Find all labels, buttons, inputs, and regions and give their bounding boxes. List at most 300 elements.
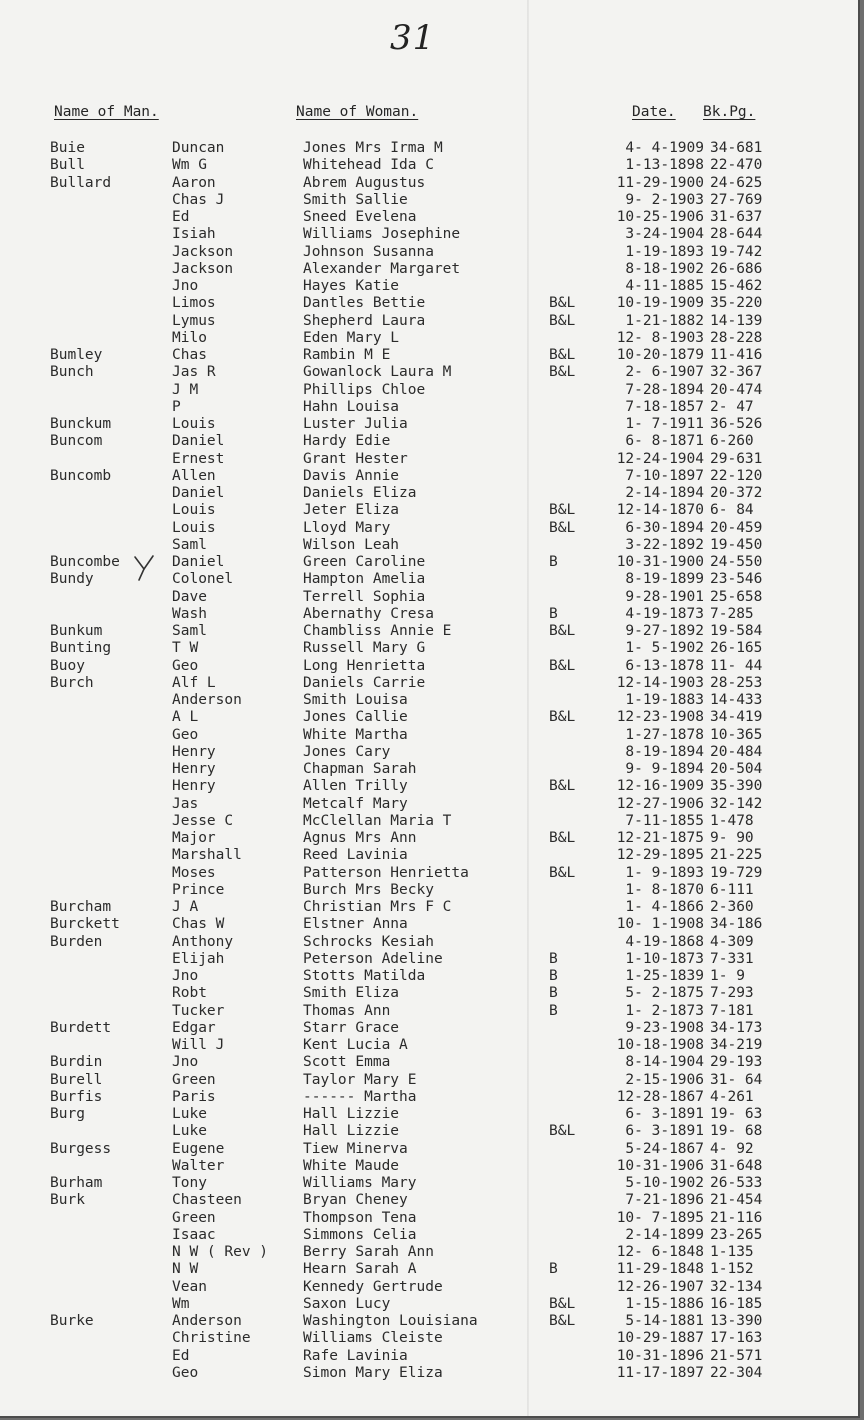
man-given-name: Luke bbox=[172, 1123, 207, 1140]
book-page: 28-228 bbox=[710, 329, 763, 346]
woman-name: Metcalf Mary bbox=[303, 795, 408, 812]
book-page: 34-173 bbox=[710, 1019, 763, 1036]
table-row bbox=[0, 813, 858, 830]
woman-name: White Martha bbox=[303, 726, 408, 743]
table-row bbox=[0, 416, 858, 433]
man-surname: Buncom bbox=[50, 433, 103, 450]
woman-name: Hayes Katie bbox=[303, 278, 400, 294]
woman-name: Chambliss Annie E bbox=[303, 623, 452, 639]
table-row bbox=[0, 313, 858, 330]
table-row bbox=[0, 916, 858, 933]
book-page: 11- 44 bbox=[710, 657, 763, 674]
woman-name: Elstner Anna bbox=[303, 916, 408, 933]
table-row bbox=[0, 226, 858, 243]
man-surname: Bunch bbox=[50, 364, 94, 381]
table-row bbox=[0, 330, 858, 347]
book-page: 4- 92 bbox=[710, 1140, 754, 1157]
table-row bbox=[0, 1296, 858, 1313]
marriage-date: 6- 3-1891 bbox=[625, 1123, 704, 1140]
woman-name: Bryan Cheney bbox=[303, 1192, 408, 1209]
marriage-date: 2-14-1894 bbox=[625, 485, 704, 501]
table-row bbox=[0, 261, 858, 278]
woman-name: Shepherd Laura bbox=[303, 312, 426, 329]
book-page: 6- 84 bbox=[710, 502, 754, 519]
table-row bbox=[0, 1279, 858, 1296]
marriage-records-table bbox=[0, 140, 858, 1382]
book-page: 19- 63 bbox=[710, 1106, 763, 1122]
man-surname: Bull bbox=[50, 157, 85, 174]
table-row bbox=[0, 502, 858, 519]
book-page: 22-470 bbox=[710, 157, 763, 174]
marriage-date: 2- 6-1907 bbox=[625, 364, 704, 381]
woman-name: Hall Lizzie bbox=[303, 1106, 400, 1122]
woman-name: Phillips Chloe bbox=[303, 381, 426, 398]
man-given-name: Jno bbox=[172, 968, 199, 984]
man-given-name: A L bbox=[172, 709, 199, 726]
marriage-date: 10-31-1900 bbox=[616, 554, 704, 570]
marriage-date: 5-14-1881 bbox=[625, 1313, 704, 1329]
man-given-name: Wm G bbox=[172, 157, 207, 174]
book-page: 31-648 bbox=[710, 1157, 763, 1174]
table-row bbox=[0, 451, 858, 468]
woman-name: Kennedy Gertrude bbox=[303, 1278, 443, 1295]
man-surname: Burk bbox=[50, 1192, 85, 1209]
man-surname: Burckett bbox=[50, 916, 120, 933]
record-code: B&L bbox=[549, 502, 576, 519]
man-given-name: T W bbox=[172, 640, 199, 657]
table-row bbox=[0, 571, 858, 588]
marriage-date: 10-18-1908 bbox=[616, 1037, 704, 1053]
table-row bbox=[0, 1106, 858, 1123]
woman-name: Smith Sallie bbox=[303, 191, 408, 208]
man-given-name: P bbox=[172, 398, 181, 415]
book-page: 7-331 bbox=[710, 950, 754, 967]
woman-name: Jones Cary bbox=[303, 743, 391, 760]
woman-name: Green Caroline bbox=[303, 554, 426, 570]
marriage-date: 5-24-1867 bbox=[625, 1140, 704, 1157]
woman-name: Hall Lizzie bbox=[303, 1123, 400, 1140]
table-row bbox=[0, 209, 858, 226]
table-row bbox=[0, 1227, 858, 1244]
book-page: 26-165 bbox=[710, 640, 763, 657]
table-row bbox=[0, 658, 858, 675]
man-given-name: Robt bbox=[172, 985, 207, 1002]
table-row bbox=[0, 295, 858, 312]
table-row bbox=[0, 433, 858, 450]
record-code: B&L bbox=[549, 1313, 576, 1329]
man-given-name: Geo bbox=[172, 657, 199, 674]
man-given-name: Limos bbox=[172, 295, 216, 312]
man-given-name: Chas J bbox=[172, 191, 225, 208]
book-page: 21-571 bbox=[710, 1347, 763, 1364]
man-given-name: Eugene bbox=[172, 1140, 225, 1157]
marriage-date: 2-14-1899 bbox=[625, 1226, 704, 1243]
man-given-name: Moses bbox=[172, 864, 216, 881]
book-page: 25-658 bbox=[710, 588, 763, 605]
book-page: 34-186 bbox=[710, 916, 763, 933]
man-given-name: Tucker bbox=[172, 1002, 225, 1019]
man-given-name: Jas R bbox=[172, 364, 216, 381]
marriage-date: 9- 2-1903 bbox=[625, 191, 704, 208]
record-code: B&L bbox=[549, 1123, 576, 1140]
marriage-date: 7-21-1896 bbox=[625, 1192, 704, 1209]
woman-name: Hearn Sarah A bbox=[303, 1261, 417, 1278]
woman-name: Johnson Susanna bbox=[303, 243, 434, 260]
marriage-date: 8-19-1899 bbox=[625, 571, 704, 588]
book-page: 7-285 bbox=[710, 605, 754, 622]
marriage-date: 1- 8-1870 bbox=[625, 881, 704, 898]
table-row bbox=[0, 1210, 858, 1227]
man-surname: Burg bbox=[50, 1106, 85, 1122]
man-given-name: Jackson bbox=[172, 260, 234, 277]
table-row bbox=[0, 882, 858, 899]
marriage-date: 12- 8-1903 bbox=[616, 329, 704, 346]
record-code: B&L bbox=[549, 364, 576, 381]
marriage-date: 12-14-1870 bbox=[616, 502, 704, 519]
table-row bbox=[0, 1175, 858, 1192]
book-page: 21-454 bbox=[710, 1192, 763, 1209]
man-given-name: Green bbox=[172, 1071, 216, 1088]
table-row bbox=[0, 1313, 858, 1330]
man-given-name: Jackson bbox=[172, 243, 234, 260]
book-page: 20-372 bbox=[710, 485, 763, 501]
man-given-name: Chasteen bbox=[172, 1192, 242, 1209]
man-given-name: Saml bbox=[172, 536, 207, 553]
man-given-name: Lymus bbox=[172, 312, 216, 329]
marriage-date: 10-19-1909 bbox=[616, 295, 704, 312]
marriage-date: 1- 9-1893 bbox=[625, 864, 704, 881]
book-page: 10-365 bbox=[710, 726, 763, 743]
man-given-name: Henry bbox=[172, 743, 216, 760]
record-code: B&L bbox=[549, 778, 576, 795]
header-name-of-woman: Name of Woman. bbox=[296, 104, 419, 120]
man-surname: Burke bbox=[50, 1313, 94, 1329]
man-given-name: Henry bbox=[172, 778, 216, 795]
book-page: 7-181 bbox=[710, 1002, 754, 1019]
man-given-name: Louis bbox=[172, 519, 216, 536]
man-given-name: Dave bbox=[172, 588, 207, 605]
book-page: 26-533 bbox=[710, 1175, 763, 1191]
man-surname: Bullard bbox=[50, 174, 112, 191]
woman-name: Grant Hester bbox=[303, 450, 408, 467]
man-given-name: Alf L bbox=[172, 674, 216, 691]
marriage-date: 5-10-1902 bbox=[625, 1175, 704, 1191]
record-code: B bbox=[549, 1261, 558, 1278]
woman-name: Christian Mrs F C bbox=[303, 899, 452, 915]
woman-name: Chapman Sarah bbox=[303, 761, 417, 777]
woman-name: Rafe Lavinia bbox=[303, 1347, 408, 1364]
man-given-name: Green bbox=[172, 1209, 216, 1226]
marriage-date: 12-23-1908 bbox=[616, 709, 704, 726]
record-code: B bbox=[549, 985, 558, 1002]
table-row bbox=[0, 468, 858, 485]
woman-name: White Maude bbox=[303, 1157, 400, 1174]
table-row bbox=[0, 157, 858, 174]
book-page: 1-478 bbox=[710, 812, 754, 829]
book-page: 14-433 bbox=[710, 692, 763, 708]
marriage-date: 10-31-1896 bbox=[616, 1347, 704, 1364]
book-page: 32-134 bbox=[710, 1278, 763, 1295]
table-row bbox=[0, 847, 858, 864]
table-row bbox=[0, 985, 858, 1002]
woman-name: Stotts Matilda bbox=[303, 968, 426, 984]
table-row bbox=[0, 1072, 858, 1089]
man-given-name: Daniel bbox=[172, 485, 225, 501]
man-given-name: Geo bbox=[172, 1364, 199, 1381]
table-row bbox=[0, 865, 858, 882]
book-page: 23-265 bbox=[710, 1226, 763, 1243]
woman-name: Wilson Leah bbox=[303, 536, 400, 553]
marriage-date: 1-25-1839 bbox=[625, 968, 704, 984]
man-given-name: Louis bbox=[172, 502, 216, 519]
record-code: B bbox=[549, 950, 558, 967]
book-page: 29-631 bbox=[710, 450, 763, 467]
marriage-date: 7-28-1894 bbox=[625, 381, 704, 398]
man-surname: Burch bbox=[50, 674, 94, 691]
book-page: 19-584 bbox=[710, 623, 763, 639]
man-given-name: Geo bbox=[172, 726, 199, 743]
woman-name: Jones Mrs Irma M bbox=[303, 140, 443, 156]
woman-name: ------ Martha bbox=[303, 1088, 417, 1105]
woman-name: Russell Mary G bbox=[303, 640, 426, 657]
marriage-date: 8-19-1894 bbox=[625, 743, 704, 760]
marriage-date: 1-19-1893 bbox=[625, 243, 704, 260]
woman-name: Daniels Eliza bbox=[303, 485, 417, 501]
marriage-date: 6- 3-1891 bbox=[625, 1106, 704, 1122]
marriage-date: 9-28-1901 bbox=[625, 588, 704, 605]
marriage-date: 12-27-1906 bbox=[616, 795, 704, 812]
table-row bbox=[0, 485, 858, 502]
marriage-date: 12-14-1903 bbox=[616, 674, 704, 691]
man-given-name: Anderson bbox=[172, 1313, 242, 1329]
book-page: 21-116 bbox=[710, 1209, 763, 1226]
table-row bbox=[0, 278, 858, 295]
record-code: B&L bbox=[549, 709, 576, 726]
book-page: 2-360 bbox=[710, 899, 754, 915]
man-surname: Burfis bbox=[50, 1088, 103, 1105]
marriage-date: 8-14-1904 bbox=[625, 1054, 704, 1071]
woman-name: Alexander Margaret bbox=[303, 260, 461, 277]
marriage-date: 1- 2-1873 bbox=[625, 1002, 704, 1019]
book-page: 34-681 bbox=[710, 140, 763, 156]
book-page: 20-474 bbox=[710, 381, 763, 398]
man-given-name: Wm bbox=[172, 1295, 190, 1312]
woman-name: Williams Mary bbox=[303, 1175, 417, 1191]
marriage-date: 9-27-1892 bbox=[625, 623, 704, 639]
book-page: 15-462 bbox=[710, 278, 763, 294]
table-row bbox=[0, 382, 858, 399]
table-row bbox=[0, 1244, 858, 1261]
record-code: B bbox=[549, 968, 558, 984]
man-given-name: J M bbox=[172, 381, 199, 398]
table-row bbox=[0, 399, 858, 416]
woman-name: Patterson Henrietta bbox=[303, 864, 469, 881]
man-given-name: Jno bbox=[172, 1054, 199, 1071]
table-row bbox=[0, 1003, 858, 1020]
man-surname: Burcham bbox=[50, 899, 112, 915]
record-code: B&L bbox=[549, 623, 576, 639]
woman-name: Thompson Tena bbox=[303, 1209, 417, 1226]
woman-name: Thomas Ann bbox=[303, 1002, 391, 1019]
man-given-name: Luke bbox=[172, 1106, 207, 1122]
header-book-page: Bk.Pg. bbox=[703, 104, 756, 120]
woman-name: Long Henrietta bbox=[303, 657, 426, 674]
marriage-date: 12- 6-1848 bbox=[616, 1244, 704, 1260]
book-page: 31-637 bbox=[710, 209, 763, 225]
table-row bbox=[0, 640, 858, 657]
man-surname: Bumley bbox=[50, 347, 103, 363]
book-page: 19-742 bbox=[710, 243, 763, 260]
record-code: B&L bbox=[549, 312, 576, 329]
book-page: 19-450 bbox=[710, 536, 763, 553]
woman-name: Saxon Lucy bbox=[303, 1295, 391, 1312]
marriage-date: 10-31-1906 bbox=[616, 1157, 704, 1174]
man-given-name: Major bbox=[172, 830, 216, 846]
marriage-date: 7-18-1857 bbox=[625, 398, 704, 415]
book-page: 31- 64 bbox=[710, 1071, 763, 1088]
woman-name: Reed Lavinia bbox=[303, 847, 408, 864]
book-page: 1-135 bbox=[710, 1244, 754, 1260]
woman-name: Jeter Eliza bbox=[303, 502, 400, 519]
table-row bbox=[0, 192, 858, 209]
book-page: 13-390 bbox=[710, 1313, 763, 1329]
marriage-date: 4-11-1885 bbox=[625, 278, 704, 294]
woman-name: Scott Emma bbox=[303, 1054, 391, 1071]
man-given-name: Edgar bbox=[172, 1019, 216, 1036]
man-given-name: Daniel bbox=[172, 554, 225, 570]
marriage-date: 10-29-1887 bbox=[616, 1330, 704, 1347]
marriage-date: 4- 4-1909 bbox=[625, 140, 704, 156]
book-page: 24-625 bbox=[710, 174, 763, 191]
man-given-name: Ed bbox=[172, 1347, 190, 1364]
book-page: 36-526 bbox=[710, 416, 763, 432]
table-row bbox=[0, 692, 858, 709]
book-page: 23-546 bbox=[710, 571, 763, 588]
man-given-name: Isiah bbox=[172, 226, 216, 243]
book-page: 29-193 bbox=[710, 1054, 763, 1071]
man-given-name: Tony bbox=[172, 1175, 207, 1191]
man-given-name: Louis bbox=[172, 416, 216, 432]
marriage-date: 10- 7-1895 bbox=[616, 1209, 704, 1226]
marriage-date: 9-23-1908 bbox=[625, 1019, 704, 1036]
record-code: B&L bbox=[549, 1295, 576, 1312]
man-surname: Bunkum bbox=[50, 623, 103, 639]
man-surname: Burdett bbox=[50, 1019, 112, 1036]
marriage-date: 6-13-1878 bbox=[625, 657, 704, 674]
woman-name: Hardy Edie bbox=[303, 433, 391, 450]
man-given-name: Vean bbox=[172, 1278, 207, 1295]
table-row bbox=[0, 951, 858, 968]
book-page: 7-293 bbox=[710, 985, 754, 1002]
table-row bbox=[0, 175, 858, 192]
record-code: B&L bbox=[549, 295, 576, 312]
woman-name: Tiew Minerva bbox=[303, 1140, 408, 1157]
record-code: B&L bbox=[549, 347, 576, 363]
table-row bbox=[0, 1192, 858, 1209]
book-page: 28-253 bbox=[710, 674, 763, 691]
marriage-date: 3-24-1904 bbox=[625, 226, 704, 243]
woman-name: Williams Cleiste bbox=[303, 1330, 443, 1347]
marriage-date: 1-27-1878 bbox=[625, 726, 704, 743]
woman-name: Sneed Evelena bbox=[303, 209, 417, 225]
woman-name: Terrell Sophia bbox=[303, 588, 426, 605]
man-surname: Buie bbox=[50, 140, 85, 156]
marriage-date: 4-19-1873 bbox=[625, 605, 704, 622]
book-page: 19-729 bbox=[710, 864, 763, 881]
woman-name: Rambin M E bbox=[303, 347, 391, 363]
man-given-name: Paris bbox=[172, 1088, 216, 1105]
marriage-date: 11-29-1848 bbox=[616, 1261, 704, 1278]
marriage-date: 1-21-1882 bbox=[625, 312, 704, 329]
marriage-date: 12-29-1895 bbox=[616, 847, 704, 864]
man-given-name: Wash bbox=[172, 605, 207, 622]
marriage-date: 12-24-1904 bbox=[616, 450, 704, 467]
marriage-date: 12-26-1907 bbox=[616, 1278, 704, 1295]
book-page: 9- 90 bbox=[710, 830, 754, 846]
woman-name: Hampton Amelia bbox=[303, 571, 426, 588]
table-row bbox=[0, 830, 858, 847]
marriage-date: 12-21-1875 bbox=[616, 830, 704, 846]
marriage-date: 10-20-1879 bbox=[616, 347, 704, 363]
man-given-name: Colonel bbox=[172, 571, 234, 588]
record-code: B bbox=[549, 554, 558, 570]
table-row bbox=[0, 1020, 858, 1037]
table-row bbox=[0, 709, 858, 726]
man-given-name: Jno bbox=[172, 278, 199, 294]
table-row bbox=[0, 1158, 858, 1175]
marriage-date: 6- 8-1871 bbox=[625, 433, 704, 450]
man-surname: Buncomb bbox=[50, 467, 112, 484]
woman-name: Kent Lucia A bbox=[303, 1037, 408, 1053]
woman-name: Burch Mrs Becky bbox=[303, 881, 434, 898]
book-page: 4-261 bbox=[710, 1088, 754, 1105]
table-row bbox=[0, 1261, 858, 1278]
record-code: B&L bbox=[549, 519, 576, 536]
book-page: 21-225 bbox=[710, 847, 763, 864]
marriage-date: 1-10-1873 bbox=[625, 950, 704, 967]
book-page: 35-390 bbox=[710, 778, 763, 795]
woman-name: Taylor Mary E bbox=[303, 1071, 417, 1088]
woman-name: Dantles Bettie bbox=[303, 295, 426, 312]
table-row bbox=[0, 744, 858, 761]
woman-name: Berry Sarah Ann bbox=[303, 1244, 434, 1260]
man-given-name: Aaron bbox=[172, 174, 216, 191]
man-surname: Bunting bbox=[50, 640, 112, 657]
book-page: 19- 68 bbox=[710, 1123, 763, 1140]
table-row bbox=[0, 1054, 858, 1071]
table-row bbox=[0, 537, 858, 554]
man-surname: Burden bbox=[50, 933, 103, 950]
table-row bbox=[0, 347, 858, 364]
man-given-name: Prince bbox=[172, 881, 225, 898]
book-page: 4-309 bbox=[710, 933, 754, 950]
man-surname: Burgess bbox=[50, 1140, 112, 1157]
man-given-name: Henry bbox=[172, 761, 216, 777]
book-page: 6-111 bbox=[710, 881, 754, 898]
table-row bbox=[0, 675, 858, 692]
man-given-name: Jesse C bbox=[172, 812, 234, 829]
header-name-of-man: Name of Man. bbox=[54, 104, 159, 120]
table-row bbox=[0, 778, 858, 795]
man-given-name: Daniel bbox=[172, 433, 225, 450]
woman-name: Lloyd Mary bbox=[303, 519, 391, 536]
marriage-date: 5- 2-1875 bbox=[625, 985, 704, 1002]
table-row bbox=[0, 1123, 858, 1140]
woman-name: Daniels Carrie bbox=[303, 674, 426, 691]
record-code: B bbox=[549, 605, 558, 622]
woman-name: Abernathy Cresa bbox=[303, 605, 434, 622]
table-row bbox=[0, 1348, 858, 1365]
